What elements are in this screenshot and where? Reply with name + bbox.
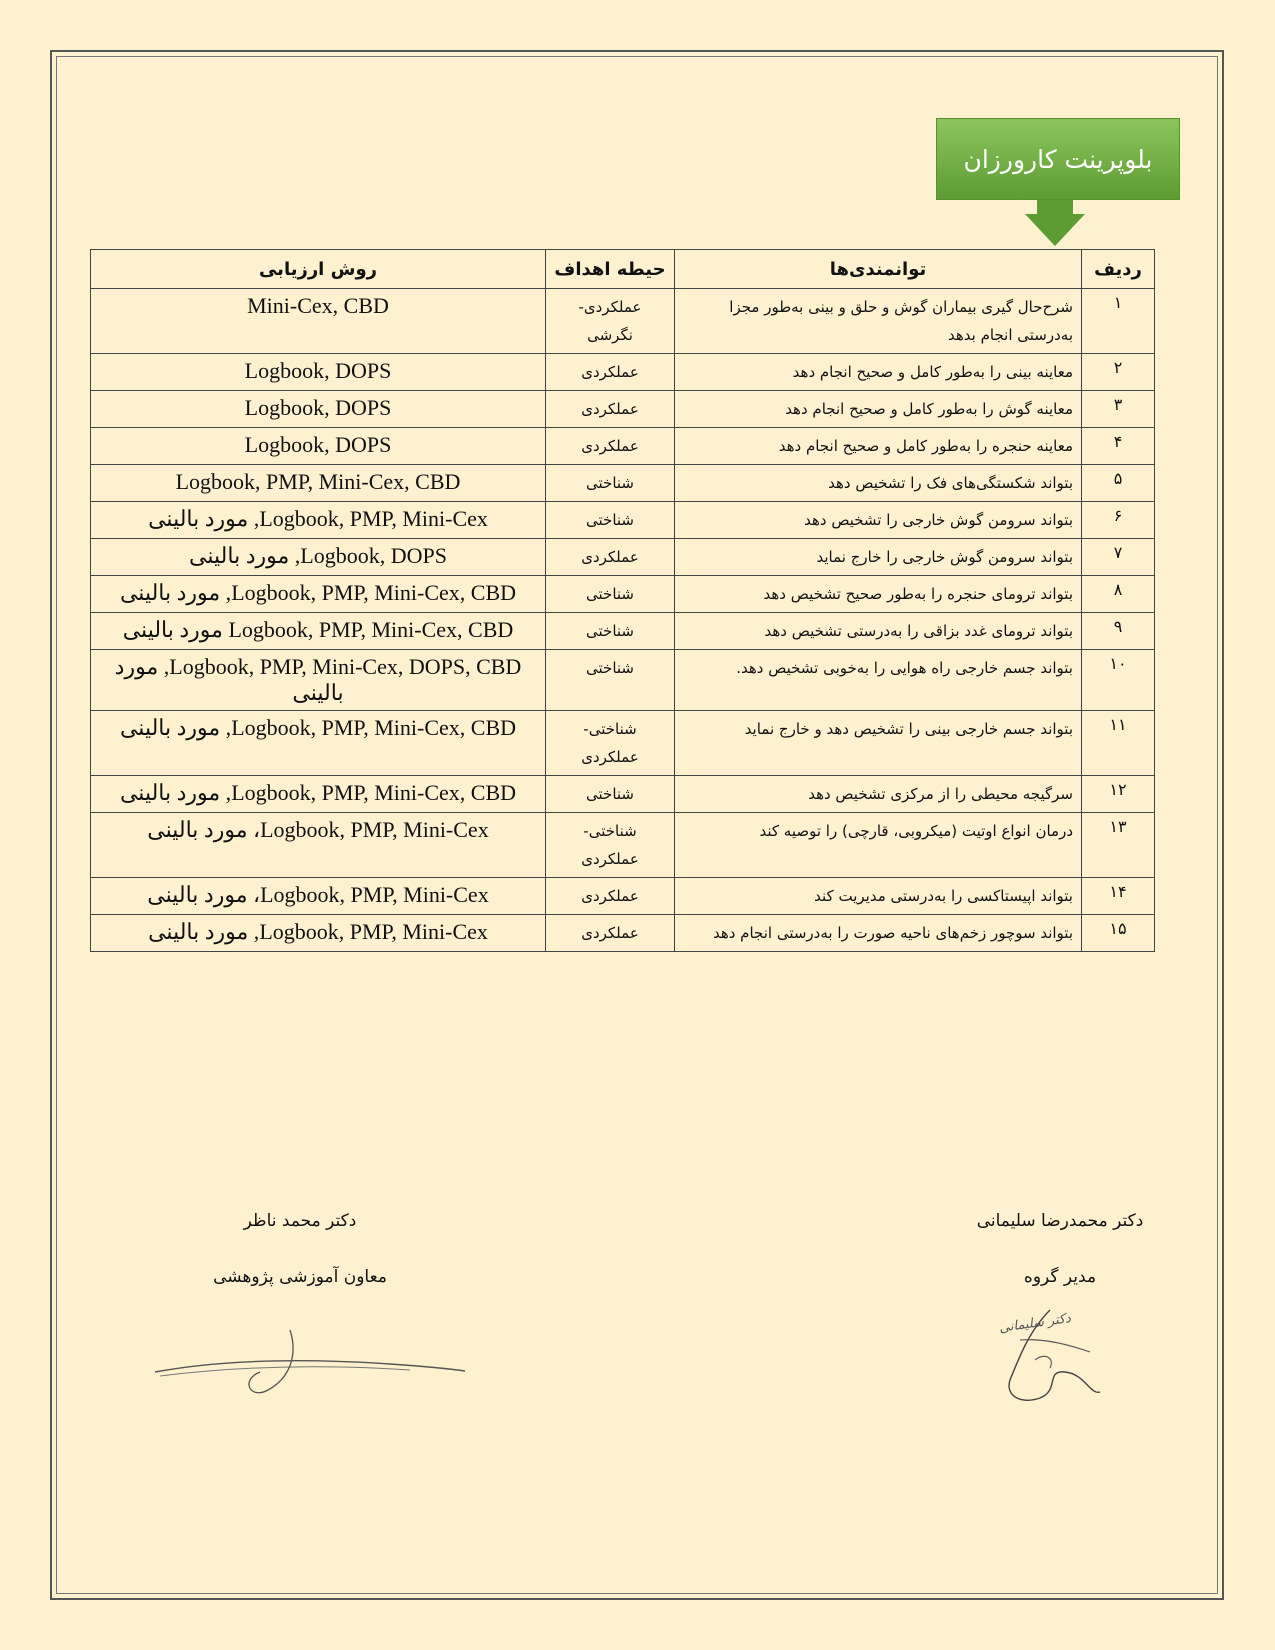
- domain-cell: عملکردی: [546, 391, 675, 428]
- competency-cell: بتواند سرومن گوش خارجی را تشخیص دهد: [675, 502, 1082, 539]
- table-row: [91, 650, 1155, 711]
- assessment-cell: Logbook, PMP, Mini-Cex, DOPS, CBD, مورد بالینی: [91, 650, 546, 711]
- signer-role: مدیر گروه: [1023, 1267, 1097, 1287]
- signer-role: معاون آموزشی پژوهشی: [213, 1267, 387, 1287]
- competency-cell: بتواند سوچور زخم‌های ناحیه صورت را به‌درستی انجام دهد: [675, 915, 1082, 952]
- assessment-cell: Logbook, PMP, Mini-Cex, مورد بالینی: [91, 915, 546, 952]
- table-row: [91, 915, 1155, 952]
- signer-name: دکتر محمد ناظر: [243, 1211, 357, 1231]
- row-number: ۴: [1082, 428, 1155, 465]
- assessment-cell: Logbook, DOPS: [91, 354, 546, 391]
- domain-cell: شناختی: [546, 502, 675, 539]
- assessment-cell: Logbook, DOPS: [91, 428, 546, 465]
- row-number: ۱۵: [1082, 915, 1155, 952]
- competency-cell: بتواند اپیستاکسی را به‌درستی مدیریت کند: [675, 878, 1082, 915]
- competency-cell: بتواند ترومای حنجره را به‌طور صحیح تشخیص دهد: [675, 576, 1082, 613]
- assessment-cell: Logbook, PMP, Mini-Cex, CBD مورد بالینی: [91, 613, 546, 650]
- header-assessment: روش ارزیابی: [91, 250, 546, 289]
- assessment-cell: Logbook, PMP, Mini-Cex, CBD: [91, 465, 546, 502]
- domain-cell: شناختی- عملکردی: [546, 711, 675, 776]
- assessment-cell: Logbook, PMP, Mini-Cex, CBD, مورد بالینی: [91, 711, 546, 776]
- domain-cell: شناختی: [546, 613, 675, 650]
- assessment-cell: Logbook, PMP, Mini-Cex، مورد بالینی: [91, 878, 546, 915]
- domain-cell: شناختی: [546, 465, 675, 502]
- assessment-cell: Logbook, PMP, Mini-Cex، مورد بالینی: [91, 813, 546, 878]
- competency-cell: درمان انواع اوتیت (میکروبی، قارچی) را توصیه کند: [675, 813, 1082, 878]
- domain-cell: عملکردی: [546, 428, 675, 465]
- banner-title: بلوپرینت کارورزان: [963, 144, 1153, 174]
- row-number: ۲: [1082, 354, 1155, 391]
- table-row: [91, 776, 1155, 813]
- domain-cell: شناختی: [546, 650, 675, 711]
- row-number: ۵: [1082, 465, 1155, 502]
- domain-cell: عملکردی: [546, 915, 675, 952]
- table-row: [91, 813, 1155, 878]
- header-domain: حیطه اهداف: [546, 250, 675, 289]
- blueprint-table: [90, 249, 1155, 952]
- domain-cell: عملکردی: [546, 539, 675, 576]
- competency-cell: معاینه حنجره را به‌طور کامل و صحیح انجام دهد: [675, 428, 1082, 465]
- header-row-number: ردیف: [1082, 250, 1155, 289]
- table-row: [91, 391, 1155, 428]
- down-arrow-icon: [1025, 214, 1085, 246]
- row-number: ۳: [1082, 391, 1155, 428]
- table-row: [91, 878, 1155, 915]
- competency-cell: بتواند جسم خارجی راه هوایی را به‌خوبی تشخیص دهد.: [675, 650, 1082, 711]
- signature-block-deputy: [200, 1205, 400, 1317]
- header-competencies: توانمندی‌ها: [675, 250, 1082, 289]
- table-row: [91, 354, 1155, 391]
- assessment-cell: Logbook, DOPS, مورد بالینی: [91, 539, 546, 576]
- assessment-cell: Logbook, PMP, Mini-Cex, CBD, مورد بالینی: [91, 576, 546, 613]
- row-number: ۸: [1082, 576, 1155, 613]
- table-row: [91, 613, 1155, 650]
- domain-cell: شناختی: [546, 576, 675, 613]
- table-row: [91, 539, 1155, 576]
- assessment-cell: Mini-Cex, CBD: [91, 289, 546, 354]
- row-number: ۱: [1082, 289, 1155, 354]
- table-row: [91, 576, 1155, 613]
- table-header-row: [91, 250, 1155, 289]
- table-row: [91, 289, 1155, 354]
- table-row: [91, 711, 1155, 776]
- competency-cell: بتواند سرومن گوش خارجی را خارج نماید: [675, 539, 1082, 576]
- competency-cell: بتواند شکستگی‌های فک را تشخیص دهد: [675, 465, 1082, 502]
- competency-cell: بتواند ترومای غدد بزاقی را به‌درستی تشخیص دهد: [675, 613, 1082, 650]
- row-number: ۷: [1082, 539, 1155, 576]
- table-row: [91, 502, 1155, 539]
- competency-cell: معاینه بینی را به‌طور کامل و صحیح انجام دهد: [675, 354, 1082, 391]
- row-number: ۶: [1082, 502, 1155, 539]
- competency-cell: شرح‌حال گیری بیماران گوش و حلق و بینی به‌طور مجزا به‌درستی انجام بدهد: [675, 289, 1082, 354]
- domain-cell: شناختی- عملکردی: [546, 813, 675, 878]
- competency-cell: بتواند جسم خارجی بینی را تشخیص دهد و خارج نماید: [675, 711, 1082, 776]
- table-row: [91, 465, 1155, 502]
- competency-cell: سرگیجه محیطی را از مرکزی تشخیص دهد: [675, 776, 1082, 813]
- assessment-cell: Logbook, PMP, Mini-Cex, مورد بالینی: [91, 502, 546, 539]
- domain-cell: شناختی: [546, 776, 675, 813]
- row-number: ۱۱: [1082, 711, 1155, 776]
- row-number: ۱۰: [1082, 650, 1155, 711]
- row-number: ۹: [1082, 613, 1155, 650]
- row-number: ۱۴: [1082, 878, 1155, 915]
- blueprint-banner: [936, 118, 1180, 200]
- handwritten-signer-label: دکتر سلیمانی: [998, 1311, 1072, 1336]
- signer-name: دکتر محمدرضا سلیمانی: [976, 1211, 1144, 1231]
- row-number: ۱۳: [1082, 813, 1155, 878]
- signature-scribble-left: [150, 1320, 470, 1400]
- competency-cell: معاینه گوش را به‌طور کامل و صحیح انجام دهد: [675, 391, 1082, 428]
- domain-cell: عملکردی: [546, 878, 675, 915]
- assessment-cell: Logbook, PMP, Mini-Cex, CBD, مورد بالینی: [91, 776, 546, 813]
- domain-cell: عملکردی- نگرشی: [546, 289, 675, 354]
- table-row: [91, 428, 1155, 465]
- assessment-cell: Logbook, DOPS: [91, 391, 546, 428]
- row-number: ۱۲: [1082, 776, 1155, 813]
- domain-cell: عملکردی: [546, 354, 675, 391]
